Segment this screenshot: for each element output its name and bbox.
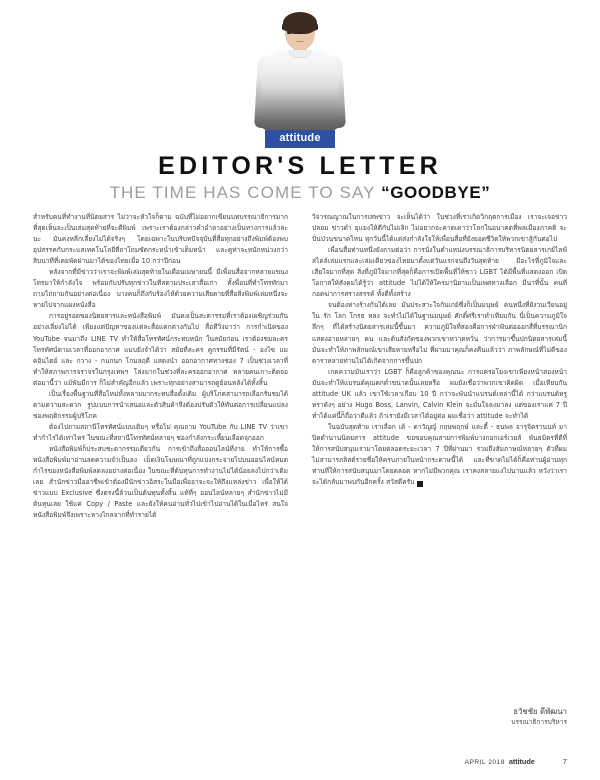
portrait-hair <box>283 12 317 34</box>
footer-brand: attitude <box>508 757 535 766</box>
paragraph: การอยู่รอดของนิตยสารและหนังสือพิมพ์ มันคงเป็นสะตารรมที่เราต้องเผชิญร่วมกันอย่างเลี่ยงไม่ได้ เพียงแต่ปัญหาของแต่ละสื่อแตกต่างกันไป สื่อทีวิ่งมาว่า การกำเนิดของ YouTube จนมาถึง LINE TV ทำให้สื่อโทรทัศน์กระทบหนัก ในสมัยก่อน เราต้องชมละครโทรทัศน์ตามเวลาที่ออกอากาศ แมบยังจำได้ว่า สมัยที่ละคร คูกรรมที่มีรัตน์ - องไซ แมคอินไตย์ และ กวาง - กนกนก โกมลฤดี แสดงนำ ออกอากาศทางช่อง 7 เป็นช่วงเวลาที่ทำให้สภาพการจราจรในกรุงเทพฯ โล่งมากในช่วงที่ละครออกอากาศ หลายคนเกาะติดจอ ต่อมานี้ว่า แม้พันมีการ ก็ไม่สำคัญอีกแล้ว เพราะทุกอย่างสามารถดูย้อนหลังได้ทั้งสิ้น <box>33 312 288 387</box>
right-column <box>312 212 567 521</box>
portrait-eye-right <box>298 32 302 34</box>
paragraph: สำหรับคนที่ทำงานที่นิตยสาร ไม่ว่าจะหัวใจก็ตาม ฉบับที่ไม่อยากเขียนบทบรรณาธิการมากที่สุดเห็นจะเป็นเล่มสุดท้ายที่จะตีพิมพ์ เพราะเราต้องกล่าวคำอำลาอย่างเป็นทางการแล้วละนะ มันคงหลีกเลี่ยงไม่ได้จริงๆ โดยเฉพาะในบริบทปัจจุบันที่สื่อทุกอย่างถึงพิมพ์ต้องพบอุปสรรคกับกระแสเทคโนโลยีที่ถาโถมซัดกระหน่ำเข้าเต็มหน้า และดูท่าจะหนักหน่วงกว่าสิบนาทีที่เคยพัดผ่านมาได้ของไทยเมื่อ 10 กว่าปีก่อน <box>33 213 288 266</box>
paragraph: ต้องไปถามสถานีโทรทัศน์แบบเดิมๆ หรือไม่ คุณถาม YouTube กับ LINE TV ว่าเขาทำกำไรได้เท่าไหร่ ในขณะที่สถานีโทรทัศน์หลายๆ ช่องกำลังกระเหี้ยนเลือดจุกออก <box>33 422 288 442</box>
paragraph: เพื่อนสื่อท่านหนึ่งยังถามต่อว่า การนั่งในตำแหน่งบรรณาธิการบริหารนิตยสารเกย์ไลฟ์สไตล์เล่มแรกและเล่มเดียวของไทยมาตั้งแต่วันแรกจนถึงวันสุดท้าย มีอะไรที่ภูมิใจและเสียใจมากที่สุด สิ่งที่ภูมิใจมากที่สุดก็คือการเปิดพื้นที่ให้ชาว LGBT ได้มีพื้นที่แสดงออก เปิดโอกาสให้สังคมได้รู้ว่า attitude ไม่ได้ให้ใครมานิยามเป็นเพศทางเลือก มีนาที่นั้น คนที่กอดฆ่าการสรางสรรค์ ทั้งตีทั้งสร้าง <box>312 246 567 299</box>
paragraph: เป็นเรื่องพื้นฐานที่สื่อไหม่ทั้งหลายมากระทบสื่อดั้งเดิม ผู้บริโภคสามารถเลือกรับชมได้ตามความสะดวก รูปแบบการนำเสนอและตัวสินค้าจึงต้องปรับตัวให้ทันต่อการเปลี่ยนแปลงของพฤติกรรมผู้บริโภค <box>33 389 288 420</box>
editor-portrait <box>254 12 346 130</box>
left-column <box>33 212 288 521</box>
editor-role: บรรณาธิการบริหาร <box>511 718 567 726</box>
signature-block <box>511 706 567 727</box>
paragraph: วิจารณญาณในการเสพข่าว จะเห็นได้ว่า ในช่วงที่เราเกิดวิกฤตการเมือง เราจะเจอข่าวปลอม ข่าวดำ ยุแยงให้ตีกันไม่เลิก ไม่อยากจะคาดเดาว่าโลกในอนาคตที่พลเมืองภาคติ จะปั่นป่วนขนาดไหน ทุกวันนี้ได้แต่ส่งกำลังใจให้เพื่อนสื่อที่ยังยอดชีวิตให้พวกเขาสู้กันต่อไป <box>312 213 567 244</box>
end-of-article-mark: a <box>417 481 423 487</box>
paragraph: หลังจากที่มีข่าวว่าเราจะพิมพ์เล่มสุดท้ายในเดือนเมษายนนี้ มีเพื่อนสื่อจากหลายแขนงโทรมาให้กำลังใจ พร้อมกับปรับทุกข่าวในทีสตามประเสาสื่อเก่า ทั้งพื่อนที่ทำโทรทักมาถามไถ่ถามกันอย่างต่อเนื่อง บางคนก็ถึงกับร้องไห้ด้วยความเสียดายที่สื่อสิ่งพิมพ์เล่มหนึ่งจะหายไปจากแผงหนังสือ <box>33 268 288 310</box>
brand-badge-row <box>0 130 600 148</box>
page-footer <box>465 757 567 766</box>
attitude-badge: attitude <box>265 130 334 148</box>
editor-portrait-area <box>0 8 600 130</box>
paragraph: จนต้องห่างร้างกันได้เลย มันประสาะใจกันเกย์ซึ่งก็เป็นมนุษย์ คนหนึ่งที่ยังวนเวียนอยู่ใน รัก โลก โกรธ หลง จะทำไม่ได้ในฐานมนุษย์ ศักดิ์ศรีเราทำเทียมกัน นี่เป็นความภูมิใจลึกๆ ที่ได้สร้างนิตยสารเล่มนี้ขึ้นมา ความภูมิใจที่สองคือการฝ่าฟันต่อออกสื่ที่บรรณานิกแสดงอายหลายๆ คน และต้นสังกัดของพวกเขาหวาดหวั่น ว่าการมาขึ้นปกนิตยสารเล่มนี้ มันจะทำให้ภาพลักษณ์เขาเสียหายหรือไม่ ที่ผามมาคุณก็คงคืนแล้วว่า ภาพลักษณ์ที่ไม่ดีของดาราหลายท่านไม่ได้เกิดจากการขึ้นปก <box>312 301 567 365</box>
page-subtitle <box>0 183 600 203</box>
subtitle-bold-part: “GOODBYE” <box>381 183 491 202</box>
paragraph: เกดความมันเราว่า LGBT ก็คือลูกค้าของคุณนะ การแค่รอโยงเขาเพียงหน้าสองหน้ามันจะทำให้แบรนด์คุณตกต่ำขนาดนั้นเลยหรือ ผมยังเชื่อว่าพวกเขาคิดผิด เมื่อเทียบกัน attitude UK แล้ว เขาใช้เวลาเกือบ 10 ปี กว่าจะพันนำแบรนด์เหล่านี้ได้ กว่าแบรนด์หรูหราดังๆ อย่าง Hugo Boss, Lanvin, Calvin Klein จะมั่นใจลงมาลง แต่ของเราแค่ 7 ปี ทำได้แค่นี้ก็ถือว่าดีแล้ว ถ้าเรายังมีเวลาได้อยู่ต่อ ผมเชื่อว่า attitude จะทำได้ <box>312 367 567 420</box>
footer-page-number: 7 <box>562 757 567 766</box>
footer-date: APRIL 2018 <box>464 759 505 766</box>
paragraph: หนังสือพิมพ์ก็ประสบชะตากรรมเดียวกัน การเข้าถึงสื่อออนไลน์ที่ง่าย ทำให้การซื้อหนังสือพิมพ์มาอ่านลดความจำเป็นลง เม็ดเงินโฆษณาที่ถูกแบ่งกระจายไปบนออนไลน์หมด กำไรของหนังสือพิมพ์ลดลงอย่างต่อเนื่อง ในขณะที่ต้นทุนการทำงานไม่ได้น้อยลงไปกว่าเดิมเลย สำนักข่าวมืออาชีพเข้าต้องมีนักข่าวอิสระในมือเพื่ออาจะจะให้ถึงแหล่งข่าว เพื่อให้ได้ข่าวแบบ Exclusive ซึ่งตรงนี้ล้วนเป็นต้นทุนทั้งสิ้น แท้ที่ๆ ออนไลน์หลายๆ สำนักข่าวไม่มีต้นทุนเลย ใช้แค่ Copy / Paste และยังให้คนอ่านทั่วไปเข้าไปอ่านได้ในเมื่อไหร่ สนใจ หนังสือพิมพ์จึงเพราะหางไกลจากที่ทำรายได้ <box>33 444 288 520</box>
subtitle-gray-part: THE TIME HAS COME TO SAY <box>109 183 382 202</box>
paragraph-text: ในฉบับสุดท้าย เราเลือก เต้ - ดาวัญญ์ กฤษพฤกษ์ และตี้ - ธนพล จารุจิตรานนท์ มาปิดตำนานนิตยสาร attitude ขอขอบคุณสายการพิมพ์บางกอกเอร์เวยส์ พันธมิตรที่ดีที่ให้การสนับสนุนเรามาโดยตลอดระยะเวลา 7 ปีที่ผ่านมา รวมถึงสัมภาษณ์หลายๆ ตัวที่ผมไม่สามารถลิสต์รายชื่อให้ครบภายในหน้ากระดาษนี้ได้ และที่ขาดไม่ได้ก็คือท่านผู้อ่านทุกท่านที่ให้การสนับสนุนมาโดยตลอด หากไม่มีพวกคุณ เราคงสลายแงไปนานแล้ว หวังว่าเราจะได้กลับมาพบกันอีกครั้ง สวัสดีครับ <box>312 422 567 487</box>
portrait-sweater <box>261 50 339 130</box>
page-title: EDITOR'S LETTER <box>158 152 442 180</box>
article-body <box>33 212 567 521</box>
paragraph-final <box>312 422 567 488</box>
portrait-eye-left <box>287 32 291 34</box>
editor-name: ธวัชชัย ดีพัฒนา <box>513 707 567 716</box>
